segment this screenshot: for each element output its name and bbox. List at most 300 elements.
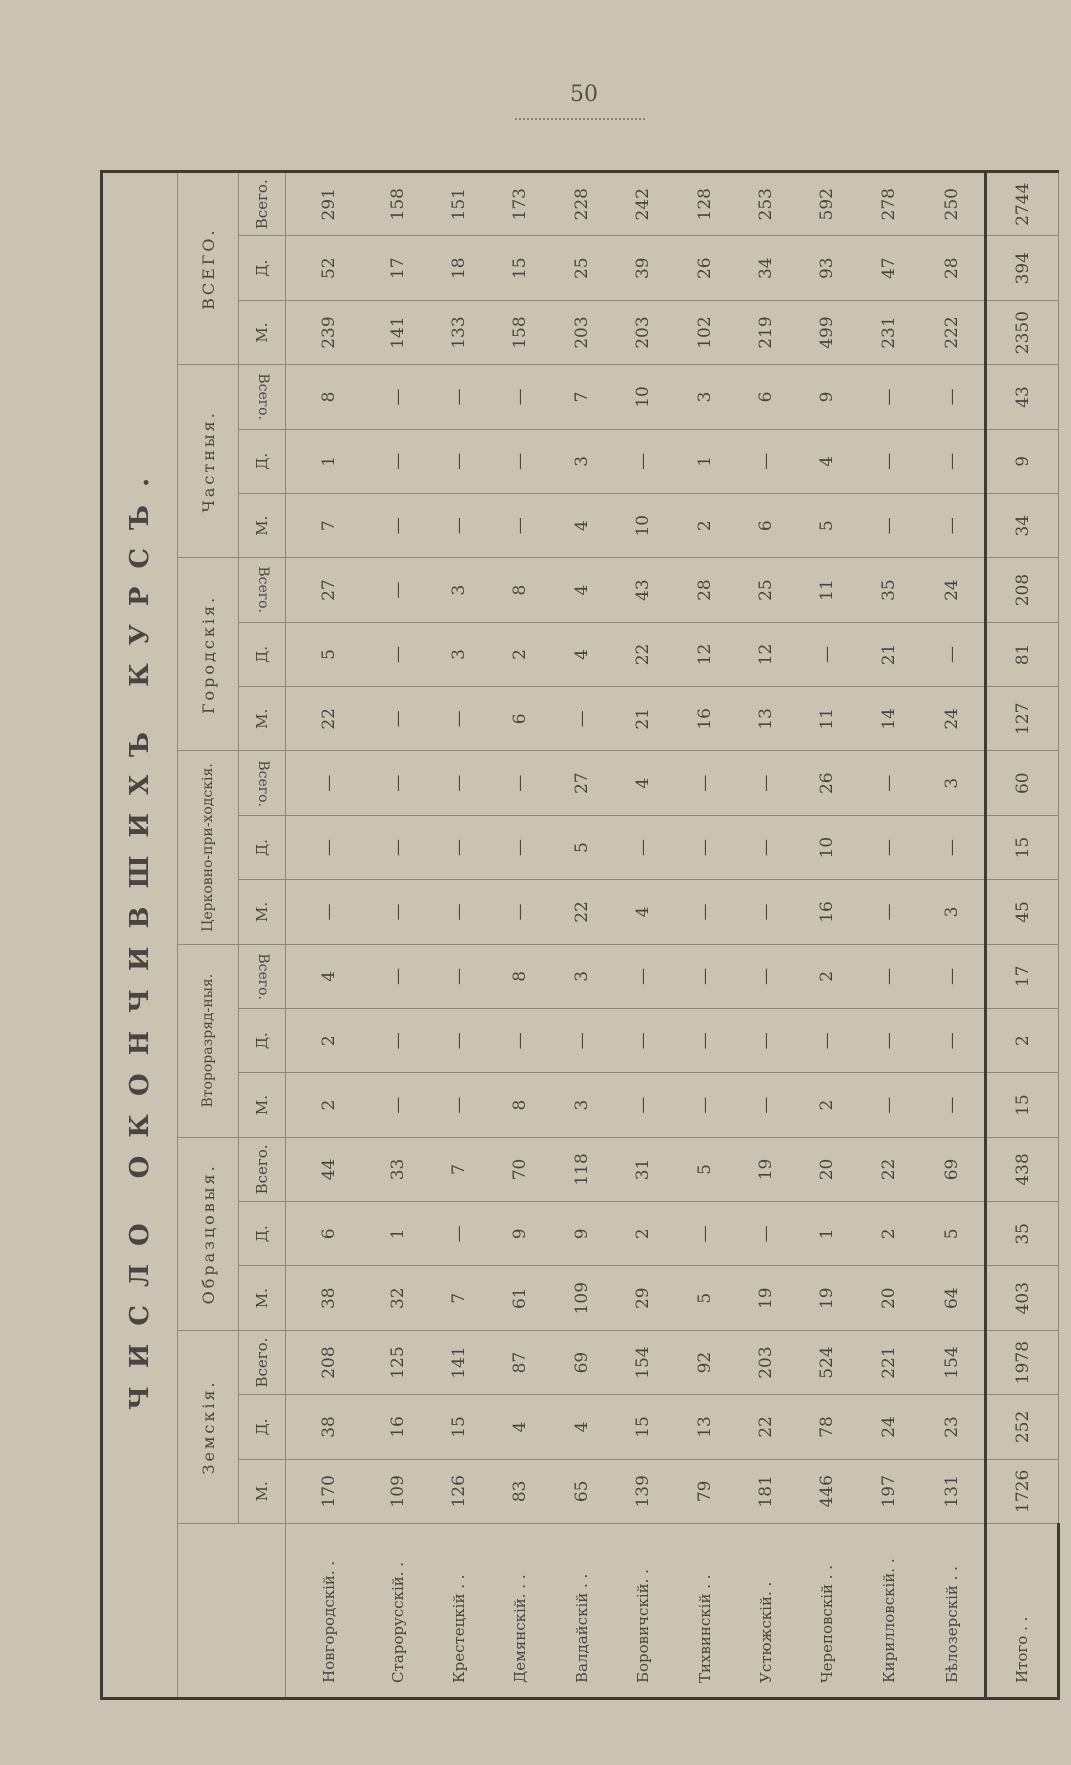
table-cell: —: [919, 944, 985, 1008]
table-cell: 78: [797, 1395, 858, 1459]
sub-header-label: Всего.: [255, 759, 271, 807]
table-cell: 39: [612, 236, 673, 300]
sub-header-total: Всего.: [239, 1137, 286, 1201]
table-cell: 10: [612, 365, 673, 429]
table-cell: 22: [735, 1395, 796, 1459]
table-cell: 154: [919, 1330, 985, 1394]
table-cell: 43: [612, 558, 673, 622]
table-cell: 10: [612, 494, 673, 558]
table-cell: 253: [735, 172, 796, 237]
table-cell: 1: [367, 1202, 428, 1266]
sub-header-label: Всего.: [255, 373, 271, 421]
table-cell: 22: [551, 880, 612, 944]
table-cell: 252: [986, 1395, 1059, 1459]
table-cell: —: [919, 494, 985, 558]
table-cell: 2: [797, 944, 858, 1008]
table-cell: 7: [286, 494, 367, 558]
table-cell: —: [490, 1009, 551, 1073]
table-cell: 203: [551, 300, 612, 364]
table-cell: —: [367, 1009, 428, 1073]
table-cell: 83: [490, 1459, 551, 1523]
table-cell: 52: [286, 236, 367, 300]
table-cell: 403: [986, 1266, 1059, 1330]
table-cell: —: [858, 880, 919, 944]
table-cell: 3: [674, 365, 735, 429]
table-cell: 3: [428, 558, 489, 622]
table-cell: 8: [490, 1073, 551, 1137]
table-cell: 24: [919, 558, 985, 622]
table-cell: 2: [490, 622, 551, 686]
table-cell: 35: [986, 1202, 1059, 1266]
group-header: ВСЕГО.: [178, 172, 239, 365]
table-cell: 203: [735, 1330, 796, 1394]
table-cell: 118: [551, 1137, 612, 1201]
table-cell: —: [612, 815, 673, 879]
table-cell: 11: [797, 558, 858, 622]
table-cell: 34: [735, 236, 796, 300]
table-cell: 38: [286, 1395, 367, 1459]
table-cell: —: [367, 751, 428, 815]
table-cell: 2: [674, 494, 735, 558]
sub-header-total: [239, 365, 286, 429]
table-cell: —: [858, 494, 919, 558]
table-cell: —: [612, 1009, 673, 1073]
table-cell: —: [919, 622, 985, 686]
table-cell: 18: [428, 236, 489, 300]
table-cell: 24: [858, 1395, 919, 1459]
table-cell: 7: [428, 1137, 489, 1201]
table-cell: —: [858, 429, 919, 493]
group-header: Городскія.: [178, 558, 239, 751]
table-cell: 154: [612, 1330, 673, 1394]
table-cell: 3: [919, 880, 985, 944]
sub-header-d: Д.: [239, 1202, 286, 1266]
table-cell: —: [797, 1009, 858, 1073]
table-cell: 33: [367, 1137, 428, 1201]
table-cell: 3: [551, 944, 612, 1008]
table-cell: 15: [428, 1395, 489, 1459]
table-cell: 3: [919, 751, 985, 815]
table-cell: 35: [858, 558, 919, 622]
table-cell: —: [367, 365, 428, 429]
sub-header-total: [239, 944, 286, 1008]
sub-header-d: Д.: [239, 429, 286, 493]
table-cell: 44: [286, 1137, 367, 1201]
table-cell: 6: [735, 494, 796, 558]
table-row: [490, 172, 551, 1699]
group-header: Церковно-при-ходскія.: [178, 751, 239, 944]
table-cell: —: [858, 944, 919, 1008]
table-cell: —: [612, 1073, 673, 1137]
table-cell: —: [428, 880, 489, 944]
sub-header-m: М.: [239, 300, 286, 364]
table-cell: 47: [858, 236, 919, 300]
district-name: Старорусскій. .: [367, 1524, 428, 1699]
table-row: [674, 172, 735, 1699]
table-cell: —: [428, 1009, 489, 1073]
district-name: Итого . .: [986, 1524, 1059, 1699]
table-cell: —: [428, 815, 489, 879]
table-cell: 15: [612, 1395, 673, 1459]
table-cell: 438: [986, 1137, 1059, 1201]
sub-header-label: Всего.: [255, 953, 271, 1000]
table-row: [858, 172, 919, 1699]
table-cell: —: [919, 815, 985, 879]
table-cell: 3: [428, 622, 489, 686]
table-row: [551, 172, 612, 1699]
district-name: Устюжскій. .: [735, 1524, 796, 1699]
table-cell: 128: [674, 172, 735, 237]
table-cell: 7: [551, 365, 612, 429]
table-cell: 6: [286, 1202, 367, 1266]
table-cell: 5: [797, 494, 858, 558]
sub-header-m: М.: [239, 1266, 286, 1330]
table-cell: —: [735, 1073, 796, 1137]
table-cell: 221: [858, 1330, 919, 1394]
table-cell: —: [674, 751, 735, 815]
sub-header-total: Всего.: [239, 1330, 286, 1394]
district-name: Крестецкій . .: [428, 1524, 489, 1699]
table-cell: 7: [428, 1266, 489, 1330]
sub-header-label: Всего.: [255, 566, 271, 614]
table-cell: 151: [428, 172, 489, 237]
table-cell: —: [286, 751, 367, 815]
table-cell: 15: [490, 236, 551, 300]
table-cell: —: [858, 1073, 919, 1137]
rotated-table-container: [100, 170, 1060, 1700]
table-cell: 5: [286, 622, 367, 686]
sub-header-m: М.: [239, 1073, 286, 1137]
table-cell: 19: [735, 1266, 796, 1330]
table-cell: 79: [674, 1459, 735, 1523]
table-cell: 228: [551, 172, 612, 237]
table-cell: —: [490, 880, 551, 944]
table-cell: 34: [986, 494, 1059, 558]
table-cell: 4: [551, 622, 612, 686]
table-cell: 197: [858, 1459, 919, 1523]
table-cell: 16: [674, 687, 735, 751]
table-cell: 158: [490, 300, 551, 364]
table-cell: 17: [367, 236, 428, 300]
table-cell: 139: [612, 1459, 673, 1523]
table-cell: 181: [735, 1459, 796, 1523]
table-cell: —: [735, 944, 796, 1008]
table-cell: 15: [986, 815, 1059, 879]
table-cell: 22: [858, 1137, 919, 1201]
table-cell: 9: [986, 429, 1059, 493]
table-cell: 69: [919, 1137, 985, 1201]
page-number-ornament: [515, 112, 645, 120]
district-name: Кирилловскій. .: [858, 1524, 919, 1699]
table-cell: —: [551, 1009, 612, 1073]
table-cell: 64: [919, 1266, 985, 1330]
table-cell: —: [551, 687, 612, 751]
table-cell: 12: [735, 622, 796, 686]
table-cell: —: [428, 751, 489, 815]
table-cell: 5: [674, 1266, 735, 1330]
district-name: Череповскій . .: [797, 1524, 858, 1699]
table-row: [919, 172, 985, 1699]
table-cell: 22: [612, 622, 673, 686]
table-cell: 8: [490, 558, 551, 622]
table-cell: 222: [919, 300, 985, 364]
table-cell: —: [490, 365, 551, 429]
district-name: Бѣлозерскій . .: [919, 1524, 985, 1699]
table-cell: 21: [858, 622, 919, 686]
table-cell: —: [919, 365, 985, 429]
total-row: [986, 172, 1059, 1699]
table-cell: —: [367, 880, 428, 944]
group-header: Второразряд-ныя.: [178, 944, 239, 1137]
table-cell: 61: [490, 1266, 551, 1330]
table-cell: 203: [612, 300, 673, 364]
table-cell: 20: [858, 1266, 919, 1330]
table-cell: 29: [612, 1266, 673, 1330]
table-cell: 15: [986, 1073, 1059, 1137]
table-row: [428, 172, 489, 1699]
table-cell: —: [674, 1202, 735, 1266]
table-cell: 4: [490, 1395, 551, 1459]
table-cell: —: [919, 429, 985, 493]
table-cell: 9: [797, 365, 858, 429]
table-cell: 2: [858, 1202, 919, 1266]
table-row: [735, 172, 796, 1699]
table-cell: 5: [919, 1202, 985, 1266]
table-cell: —: [858, 815, 919, 879]
table-cell: 131: [919, 1459, 985, 1523]
group-header: Образцовыя.: [178, 1137, 239, 1330]
table-cell: 1: [286, 429, 367, 493]
table-cell: 239: [286, 300, 367, 364]
table-cell: —: [367, 944, 428, 1008]
table-cell: 14: [858, 687, 919, 751]
table-cell: 25: [735, 558, 796, 622]
table-cell: 141: [367, 300, 428, 364]
table-cell: —: [490, 429, 551, 493]
table-cell: —: [367, 622, 428, 686]
table-cell: 87: [490, 1330, 551, 1394]
table-cell: 4: [612, 751, 673, 815]
table-cell: 28: [919, 236, 985, 300]
sub-header-d: Д.: [239, 236, 286, 300]
table-row: [612, 172, 673, 1699]
table-cell: 19: [797, 1266, 858, 1330]
table-cell: 21: [612, 687, 673, 751]
table-cell: 125: [367, 1330, 428, 1394]
table-cell: —: [735, 880, 796, 944]
table-cell: 26: [674, 236, 735, 300]
table-cell: —: [612, 944, 673, 1008]
table-cell: 4: [551, 494, 612, 558]
table-cell: 5: [551, 815, 612, 879]
sub-header-d: Д.: [239, 1009, 286, 1073]
table-cell: 592: [797, 172, 858, 237]
table-cell: 219: [735, 300, 796, 364]
table-cell: 109: [551, 1266, 612, 1330]
table-cell: 2: [612, 1202, 673, 1266]
table-cell: 126: [428, 1459, 489, 1523]
table-cell: —: [367, 429, 428, 493]
table-title: ЧИСЛО ОКОНЧИВШИХЪ КУРСЪ.: [102, 172, 178, 1699]
district-name: Новгородскій. .: [286, 1524, 367, 1699]
table-cell: 17: [986, 944, 1059, 1008]
table-cell: 19: [735, 1137, 796, 1201]
district-name: Тихвинскій . .: [674, 1524, 735, 1699]
table-cell: 4: [551, 1395, 612, 1459]
table-cell: 70: [490, 1137, 551, 1201]
table-cell: —: [490, 751, 551, 815]
statistics-table: [100, 170, 1060, 1700]
table-cell: —: [858, 1009, 919, 1073]
table-cell: —: [674, 880, 735, 944]
table-cell: 81: [986, 622, 1059, 686]
table-cell: —: [286, 880, 367, 944]
table-cell: 60: [986, 751, 1059, 815]
table-cell: 2744: [986, 172, 1059, 237]
table-cell: 6: [490, 687, 551, 751]
table-cell: 20: [797, 1137, 858, 1201]
table-cell: 231: [858, 300, 919, 364]
table-cell: 291: [286, 172, 367, 237]
table-cell: —: [735, 1009, 796, 1073]
table-cell: —: [367, 1073, 428, 1137]
table-cell: —: [428, 429, 489, 493]
table-cell: 2: [986, 1009, 1059, 1073]
table-cell: 22: [286, 687, 367, 751]
table-cell: 242: [612, 172, 673, 237]
table-cell: —: [919, 1073, 985, 1137]
table-cell: —: [797, 622, 858, 686]
table-cell: —: [428, 494, 489, 558]
table-cell: 102: [674, 300, 735, 364]
table-cell: 8: [286, 365, 367, 429]
table-cell: —: [735, 429, 796, 493]
table-cell: 1726: [986, 1459, 1059, 1523]
table-cell: —: [490, 815, 551, 879]
table-cell: —: [858, 751, 919, 815]
table-cell: 170: [286, 1459, 367, 1523]
page-number: 50: [570, 82, 598, 107]
table-cell: 173: [490, 172, 551, 237]
district-name: Боровичскій. .: [612, 1524, 673, 1699]
table-cell: —: [428, 1073, 489, 1137]
table-cell: 13: [735, 687, 796, 751]
table-cell: 109: [367, 1459, 428, 1523]
table-cell: —: [674, 1009, 735, 1073]
table-cell: 45: [986, 880, 1059, 944]
sub-header-m: М.: [239, 494, 286, 558]
table-cell: —: [612, 429, 673, 493]
district-name: Демянскій. . .: [490, 1524, 551, 1699]
table-cell: 9: [490, 1202, 551, 1266]
table-cell: 158: [367, 172, 428, 237]
table-cell: 250: [919, 172, 985, 237]
table-cell: —: [428, 944, 489, 1008]
table-cell: 38: [286, 1266, 367, 1330]
table-cell: 13: [674, 1395, 735, 1459]
sub-header-m: М.: [239, 880, 286, 944]
table-cell: 9: [551, 1202, 612, 1266]
group-header: Земскія.: [178, 1330, 239, 1523]
table-row: [367, 172, 428, 1699]
sub-header-total: Всего.: [239, 172, 286, 237]
table-cell: 27: [286, 558, 367, 622]
table-cell: 4: [612, 880, 673, 944]
table-cell: 2: [286, 1009, 367, 1073]
sub-header-d: Д.: [239, 622, 286, 686]
table-cell: 5: [674, 1137, 735, 1201]
table-cell: —: [367, 687, 428, 751]
table-cell: 394: [986, 236, 1059, 300]
table-cell: 278: [858, 172, 919, 237]
sub-header-total: [239, 558, 286, 622]
sub-header-m: М.: [239, 1459, 286, 1523]
table-cell: 10: [797, 815, 858, 879]
table-cell: 43: [986, 365, 1059, 429]
table-cell: 208: [286, 1330, 367, 1394]
table-cell: —: [367, 494, 428, 558]
sub-header-d: Д.: [239, 815, 286, 879]
table-cell: 31: [612, 1137, 673, 1201]
table-cell: 3: [551, 429, 612, 493]
table-cell: —: [367, 815, 428, 879]
table-cell: —: [674, 1073, 735, 1137]
table-row: [286, 172, 367, 1699]
sub-header-m: М.: [239, 687, 286, 751]
sub-header-total: [239, 751, 286, 815]
table-cell: 92: [674, 1330, 735, 1394]
table-cell: —: [858, 365, 919, 429]
table-cell: 23: [919, 1395, 985, 1459]
table-cell: 25: [551, 236, 612, 300]
table-cell: 208: [986, 558, 1059, 622]
table-cell: 4: [797, 429, 858, 493]
table-cell: 93: [797, 236, 858, 300]
table-cell: 65: [551, 1459, 612, 1523]
table-cell: 141: [428, 1330, 489, 1394]
table-cell: —: [735, 1202, 796, 1266]
table-cell: 127: [986, 687, 1059, 751]
table-cell: 11: [797, 687, 858, 751]
table-cell: 26: [797, 751, 858, 815]
table-cell: 2: [797, 1073, 858, 1137]
table-cell: —: [674, 944, 735, 1008]
district-header: [178, 1524, 286, 1699]
table-cell: 12: [674, 622, 735, 686]
table-cell: —: [286, 815, 367, 879]
table-cell: 4: [286, 944, 367, 1008]
table-cell: 3: [551, 1073, 612, 1137]
table-cell: 446: [797, 1459, 858, 1523]
table-cell: —: [367, 558, 428, 622]
table-cell: 32: [367, 1266, 428, 1330]
table-cell: —: [735, 751, 796, 815]
table-cell: 16: [797, 880, 858, 944]
table-cell: 2: [286, 1073, 367, 1137]
table-row: [797, 172, 858, 1699]
table-cell: 6: [735, 365, 796, 429]
table-cell: 524: [797, 1330, 858, 1394]
table-cell: 1978: [986, 1330, 1059, 1394]
table-cell: —: [490, 494, 551, 558]
table-cell: 133: [428, 300, 489, 364]
sub-header-d: Д.: [239, 1395, 286, 1459]
group-header: Частныя.: [178, 365, 239, 558]
district-name: Валдайскій . .: [551, 1524, 612, 1699]
table-cell: 1: [674, 429, 735, 493]
table-cell: 1: [797, 1202, 858, 1266]
table-cell: 16: [367, 1395, 428, 1459]
